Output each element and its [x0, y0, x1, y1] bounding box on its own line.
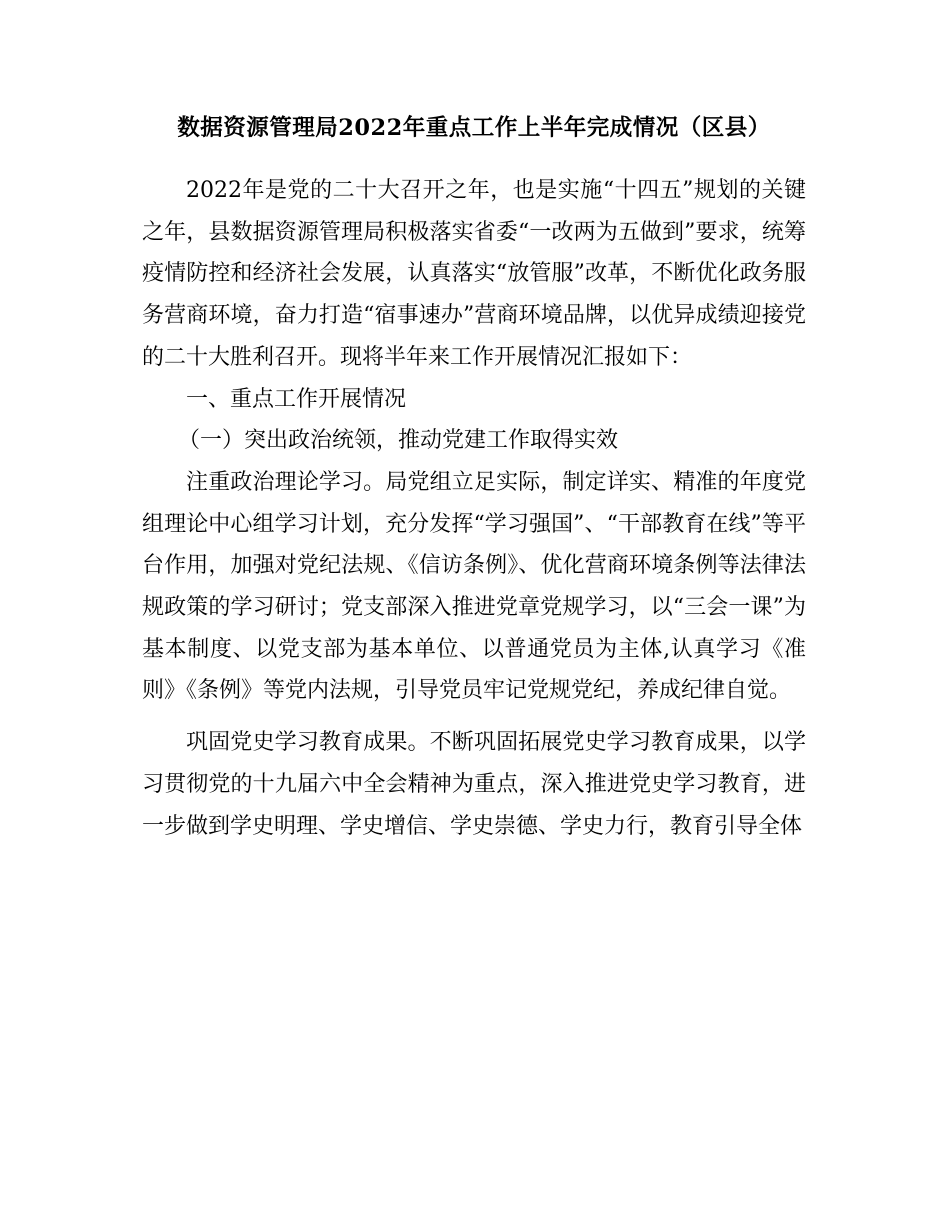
intro-paragraph: 2022年是党的二十大召开之年，也是实施“十四五”规划的关键之年，县数据资源管理局积极落实省委“一改两为五做到”要求，统筹疫情防控和经济社会发展，认真落实“放管服”改革，不断优化政务服务营商环境，奋力打造“宿事速办”营商环境品牌，以优异成绩迎接党的二十大胜利召开。现将半年来工作开展情况汇报如下： — [142, 178, 806, 370]
subsection-heading: （一）突出政治统领，推动党建工作取得实效 — [178, 428, 619, 454]
paragraph-political-study: 注重政治理论学习。局党组立足实际，制定详实、精准的年度党组理论中心组学习计划，充分发挥“学习强国”、“干部教育在线”等平台作用，加强对党纪法规、《信访条例》、优化营商环境条例等法律法规政策的学习研讨；党支部深入推进党章党规学习，以“三会一课”为基本制度、以党支部为基本单位、以普通党员为主体,认真学习《准则》《条例》等党内法规，引导党员牢记党规党纪，养成纪律自觉。 — [142, 469, 806, 704]
paragraph-party-history: 巩固党史学习教育成果。不断巩固拓展党史学习教育成果，以学习贯彻党的十九届六中全会精神为重点，深入推进党史学习教育，进一步做到学史明理、学史增信、学史崇德、学史力行，教育引导全体 — [142, 730, 806, 839]
section-heading: 一、重点工作开展情况 — [186, 386, 407, 412]
document-body — [142, 170, 806, 847]
document-title: 数据资源管理局2022年重点工作上半年完成情况（区县） — [177, 115, 771, 141]
document-page — [142, 112, 806, 847]
